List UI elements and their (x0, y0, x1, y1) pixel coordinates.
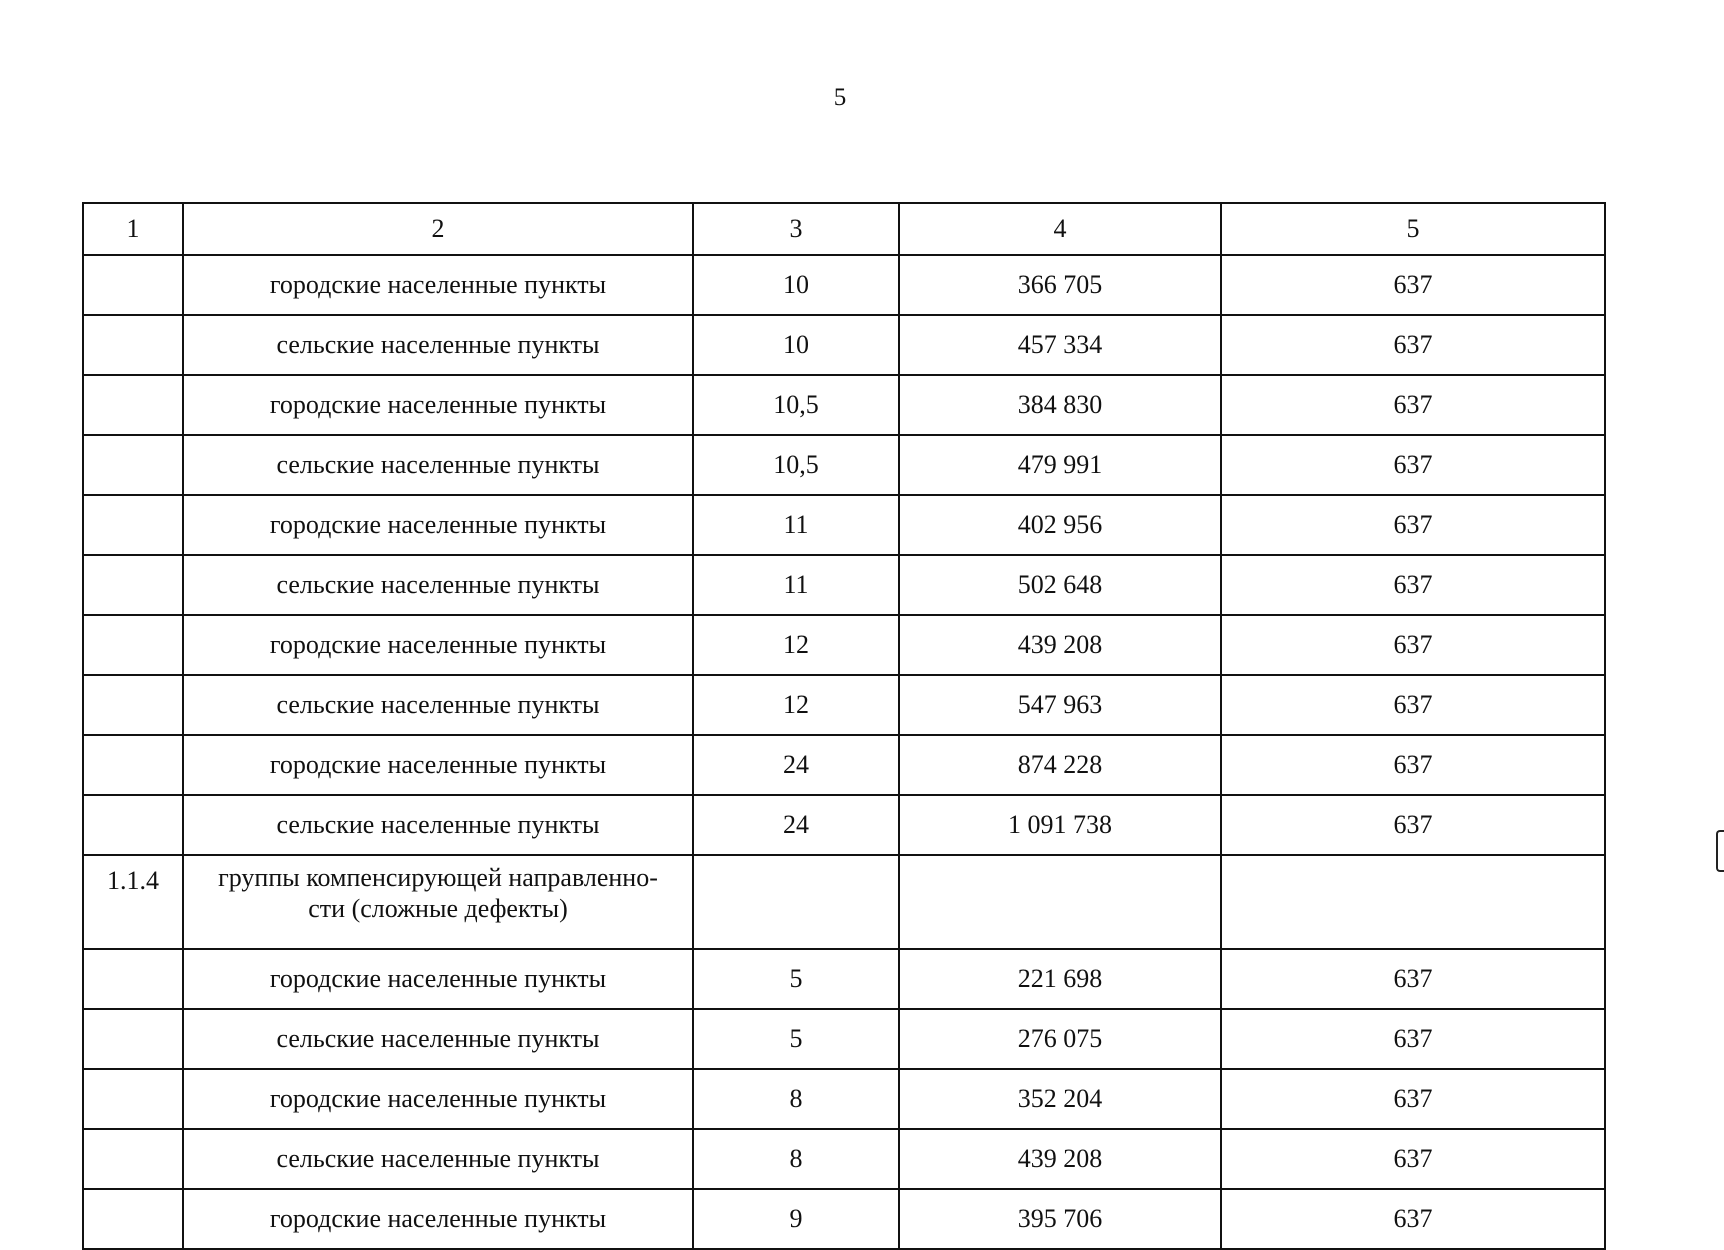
cell-col4: 221 698 (899, 949, 1221, 1009)
cell-col3: 11 (693, 495, 899, 555)
cell-name: городские населенные пункты (183, 495, 693, 555)
cell-code (83, 1009, 183, 1069)
cell-col4: 1 091 738 (899, 795, 1221, 855)
table-row (83, 1189, 1605, 1249)
cell-col3: 24 (693, 795, 899, 855)
cell-col4: 402 956 (899, 495, 1221, 555)
table-row (83, 1069, 1605, 1129)
cell-name: сельские населенные пункты (183, 675, 693, 735)
cell-col3: 10 (693, 255, 899, 315)
cell-code (83, 1129, 183, 1189)
cell-col3: 8 (693, 1069, 899, 1129)
cell-col4: 384 830 (899, 375, 1221, 435)
cell-code (83, 315, 183, 375)
cell-code (83, 255, 183, 315)
section-row (83, 855, 1605, 949)
header-col-4: 4 (899, 203, 1221, 255)
cell-col4: 457 334 (899, 315, 1221, 375)
cell-name: городские населенные пункты (183, 1189, 693, 1249)
table-row (83, 435, 1605, 495)
cell-col3: 8 (693, 1129, 899, 1189)
cell-col5: 637 (1221, 375, 1605, 435)
cell-name: городские населенные пункты (183, 1069, 693, 1129)
section-name-line-1: группы компенсирующей направленно- (218, 863, 658, 892)
section-name-line-2: сти (сложные дефекты) (308, 894, 568, 923)
cell-col4: 502 648 (899, 555, 1221, 615)
cell-col4: 276 075 (899, 1009, 1221, 1069)
cell-name: сельские населенные пункты (183, 795, 693, 855)
cell-name: городские населенные пункты (183, 375, 693, 435)
cell-code (83, 375, 183, 435)
cell-col4: 439 208 (899, 615, 1221, 675)
table-row (83, 1009, 1605, 1069)
cell-col4: 395 706 (899, 1189, 1221, 1249)
table-row (83, 555, 1605, 615)
cell-col5: 637 (1221, 949, 1605, 1009)
cell-col3: 10,5 (693, 375, 899, 435)
cell-name: городские населенные пункты (183, 949, 693, 1009)
cell-col4: 439 208 (899, 1129, 1221, 1189)
cell-col5: 637 (1221, 1069, 1605, 1129)
cell-col3: 5 (693, 949, 899, 1009)
cell-col5: 637 (1221, 495, 1605, 555)
table-row (83, 675, 1605, 735)
cell-col3: 10,5 (693, 435, 899, 495)
table-row (83, 1129, 1605, 1189)
table-row (83, 795, 1605, 855)
cell-name: сельские населенные пункты (183, 315, 693, 375)
header-col-2: 2 (183, 203, 693, 255)
cell-col3: 5 (693, 1009, 899, 1069)
cell-code (83, 795, 183, 855)
cell-col5 (1221, 855, 1605, 949)
cell-col5: 637 (1221, 795, 1605, 855)
header-col-5: 5 (1221, 203, 1605, 255)
cell-code (83, 735, 183, 795)
table-row (83, 735, 1605, 795)
cell-col5: 637 (1221, 1189, 1605, 1249)
cell-name: городские населенные пункты (183, 735, 693, 795)
cell-name: городские населенные пункты (183, 615, 693, 675)
cell-name: сельские населенные пункты (183, 555, 693, 615)
cell-col4: 352 204 (899, 1069, 1221, 1129)
cell-code (83, 949, 183, 1009)
cell-col4: 479 991 (899, 435, 1221, 495)
cell-col3: 24 (693, 735, 899, 795)
cell-name (183, 855, 693, 949)
header-row (83, 203, 1605, 255)
cell-col5: 637 (1221, 675, 1605, 735)
table-row (83, 315, 1605, 375)
cell-col5: 637 (1221, 255, 1605, 315)
cell-name: сельские населенные пункты (183, 1129, 693, 1189)
table-row (83, 255, 1605, 315)
cell-name: городские населенные пункты (183, 255, 693, 315)
cell-col3: 9 (693, 1189, 899, 1249)
cell-code (83, 495, 183, 555)
cell-col5: 637 (1221, 315, 1605, 375)
cell-col5: 637 (1221, 555, 1605, 615)
cell-col5: 637 (1221, 615, 1605, 675)
table-row (83, 495, 1605, 555)
cell-col5: 637 (1221, 735, 1605, 795)
cell-code (83, 675, 183, 735)
cell-col3: 11 (693, 555, 899, 615)
cell-code (83, 1069, 183, 1129)
cell-col3 (693, 855, 899, 949)
cell-code (83, 615, 183, 675)
binding-mark (1716, 830, 1724, 872)
cell-col3: 12 (693, 675, 899, 735)
cell-col4: 547 963 (899, 675, 1221, 735)
header-col-1: 1 (83, 203, 183, 255)
cell-col5: 637 (1221, 1009, 1605, 1069)
cell-code (83, 555, 183, 615)
cell-col4: 366 705 (899, 255, 1221, 315)
cell-name: сельские населенные пункты (183, 435, 693, 495)
cell-col3: 10 (693, 315, 899, 375)
cell-name: сельские населенные пункты (183, 1009, 693, 1069)
cell-code (83, 435, 183, 495)
cell-col4: 874 228 (899, 735, 1221, 795)
cell-code (83, 1189, 183, 1249)
cell-col3: 12 (693, 615, 899, 675)
cell-col5: 637 (1221, 435, 1605, 495)
cell-code: 1.1.4 (83, 855, 183, 949)
data-table (82, 202, 1606, 1250)
header-col-3: 3 (693, 203, 899, 255)
page-number: 5 (833, 84, 847, 111)
cell-col4 (899, 855, 1221, 949)
table-row (83, 375, 1605, 435)
cell-col5: 637 (1221, 1129, 1605, 1189)
table-row (83, 949, 1605, 1009)
table-row (83, 615, 1605, 675)
